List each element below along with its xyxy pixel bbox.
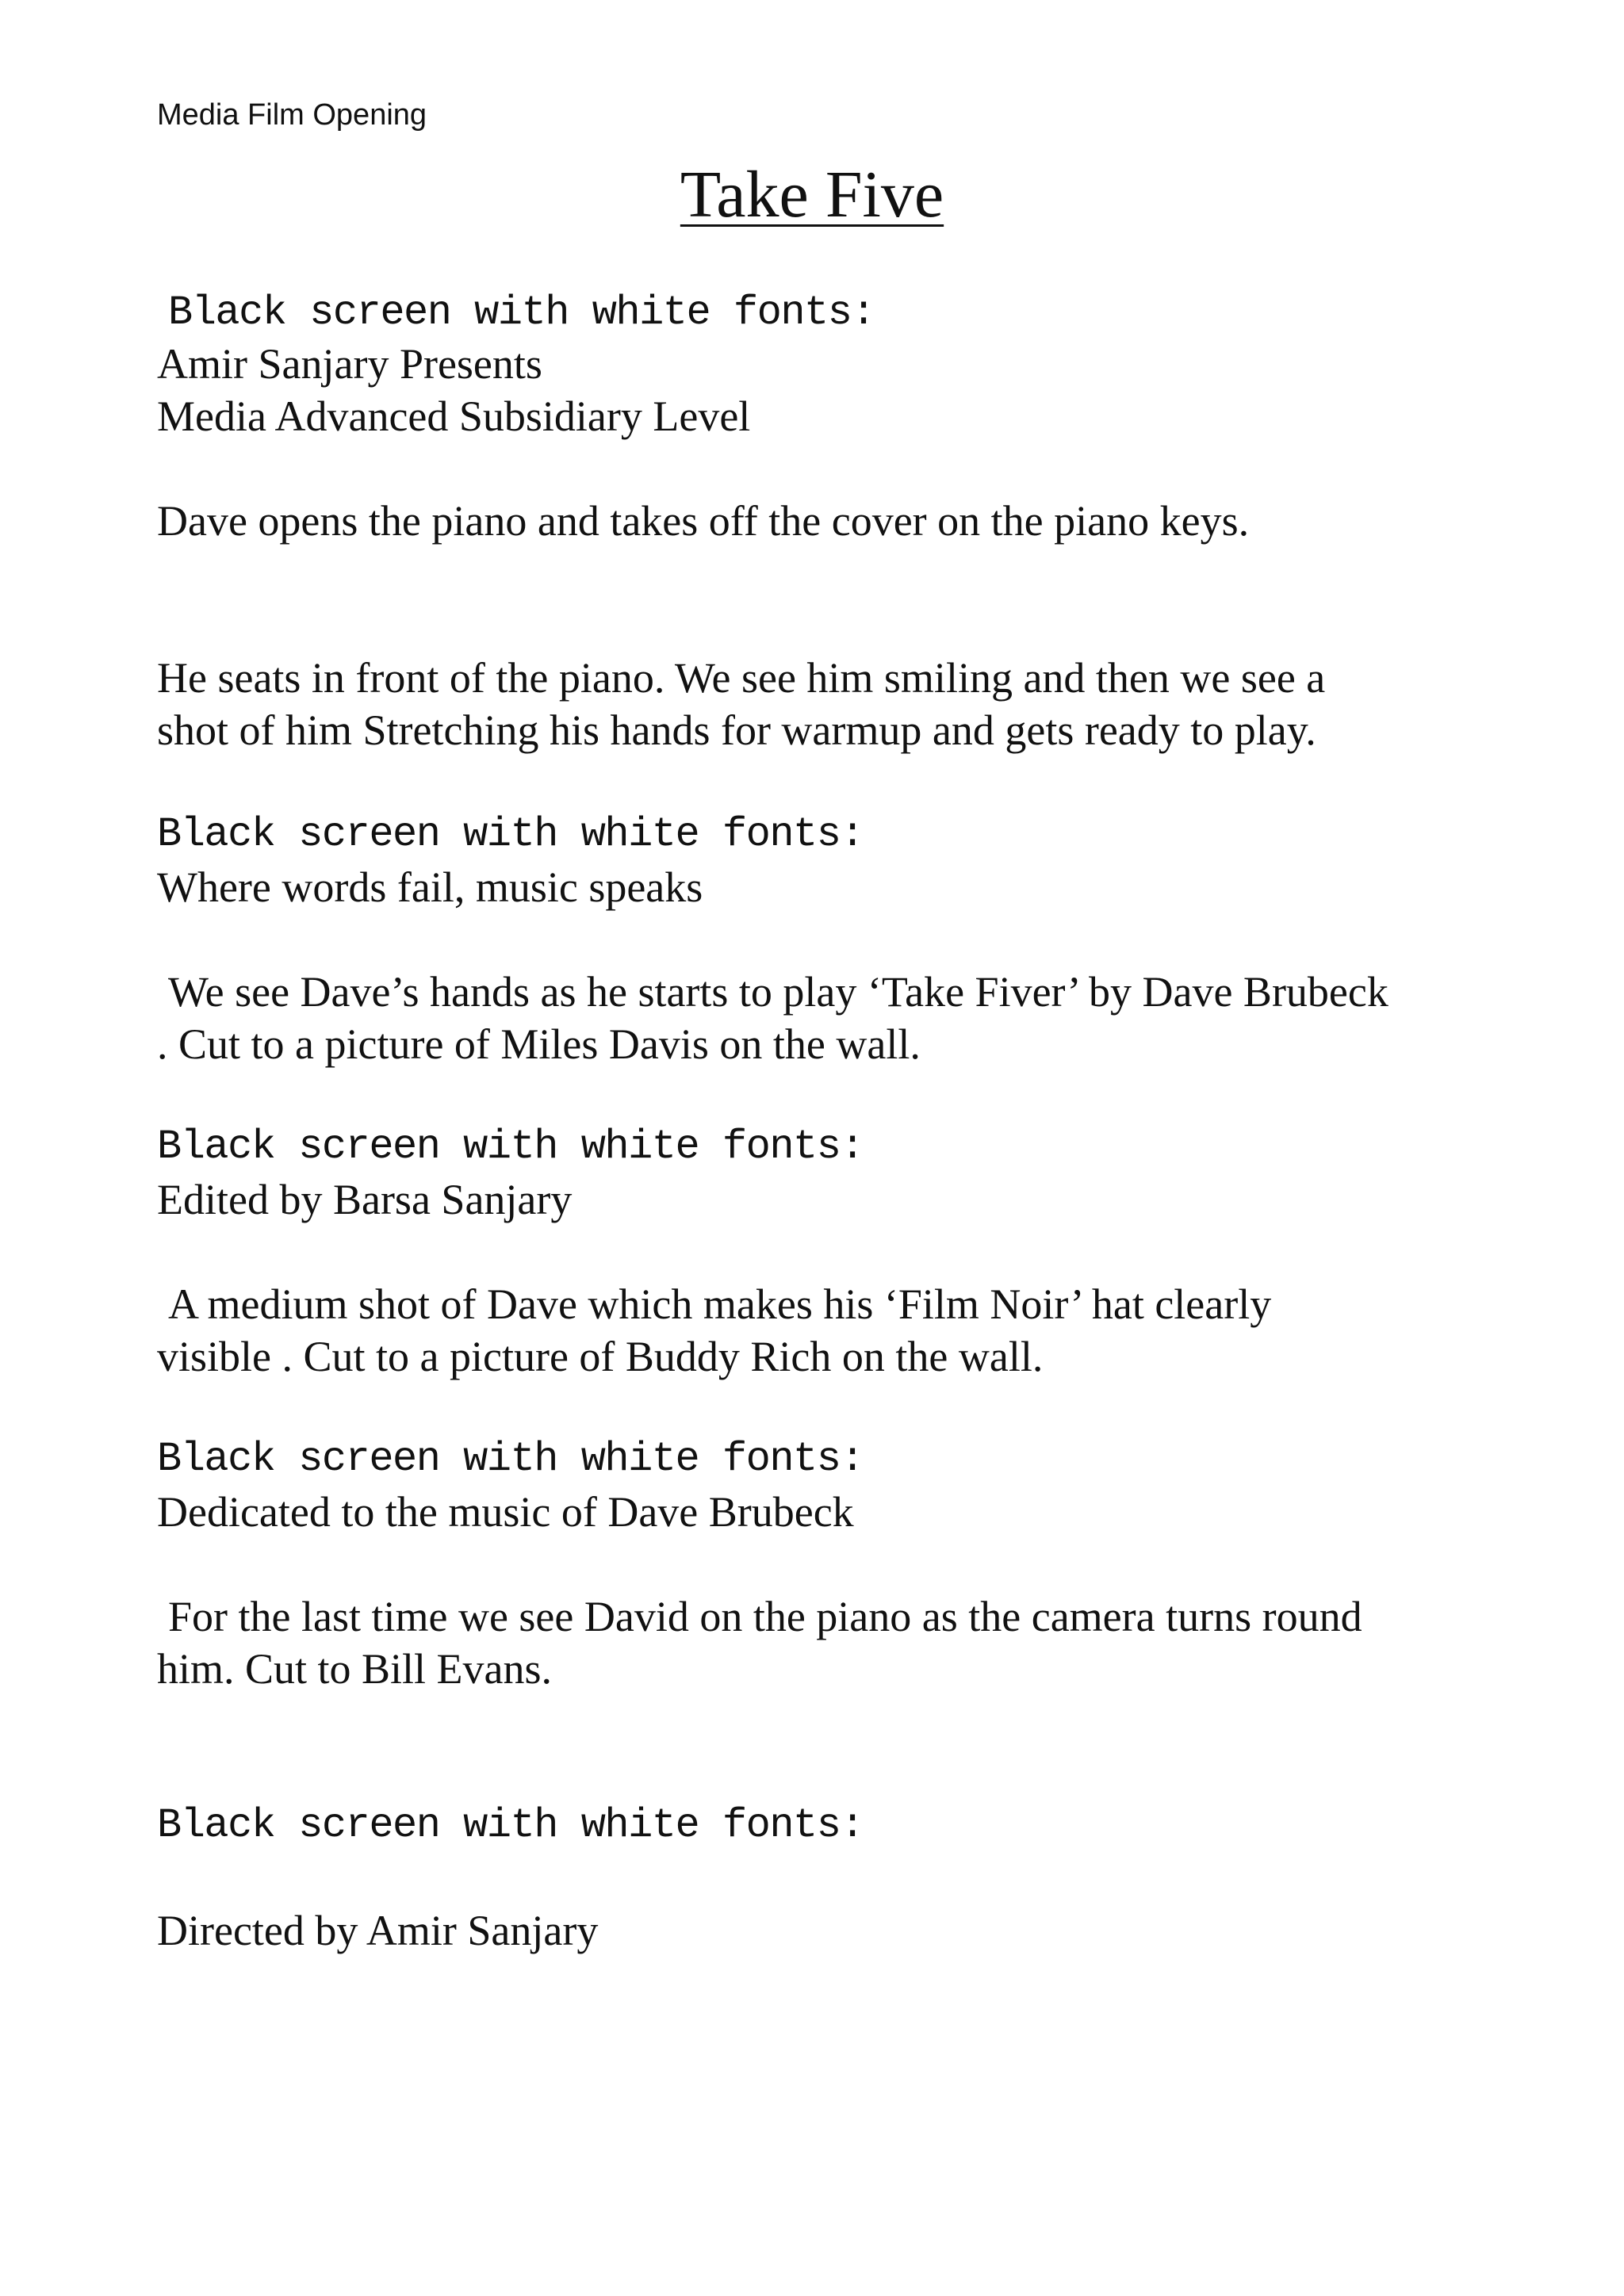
title-card-text: Edited by Barsa Sanjary <box>157 1176 573 1223</box>
title-card-heading: Black screen with white fonts: <box>157 1436 864 1483</box>
title-card-text: Amir Sanjary Presents <box>157 340 542 388</box>
action-paragraph-line: visible . Cut to a picture of Buddy Rich on the wall. <box>157 1333 1044 1380</box>
action-paragraph-line: . Cut to a picture of Miles Davis on the wall. <box>157 1020 921 1068</box>
title-card-text: Directed by Amir Sanjary <box>157 1907 599 1954</box>
action-paragraph-line: We see Dave’s hands as he starts to play ‘Take Fiver’ by Dave Brubeck <box>168 968 1388 1016</box>
title-card-heading: Black screen with white fonts: <box>157 1802 864 1849</box>
title-card-heading: Black screen with white fonts: <box>157 811 864 858</box>
action-paragraph-line: Dave opens the piano and takes off the cover on the piano keys. <box>157 497 1250 545</box>
title-card-text: Where words fail, music speaks <box>157 863 703 911</box>
action-paragraph-line: For the last time we see David on the piano as the camera turns round <box>168 1593 1362 1640</box>
action-paragraph-line: A medium shot of Dave which makes his ‘Film Noir’ hat clearly <box>168 1280 1272 1328</box>
title-card-text: Dedicated to the music of Dave Brubeck <box>157 1488 854 1536</box>
document-title: Take Five <box>680 158 944 232</box>
title-card-heading: Black screen with white fonts: <box>157 1123 864 1170</box>
title-card-heading: Black screen with white fonts: <box>168 289 875 336</box>
document-header-label: Media Film Opening <box>157 98 427 132</box>
action-paragraph-line: him. Cut to Bill Evans. <box>157 1645 553 1693</box>
title-card-text: Media Advanced Subsidiary Level <box>157 392 751 440</box>
action-paragraph-line: shot of him Stretching his hands for warmup and gets ready to play. <box>157 706 1316 754</box>
action-paragraph-line: He seats in front of the piano. We see him smiling and then we see a <box>157 654 1326 702</box>
